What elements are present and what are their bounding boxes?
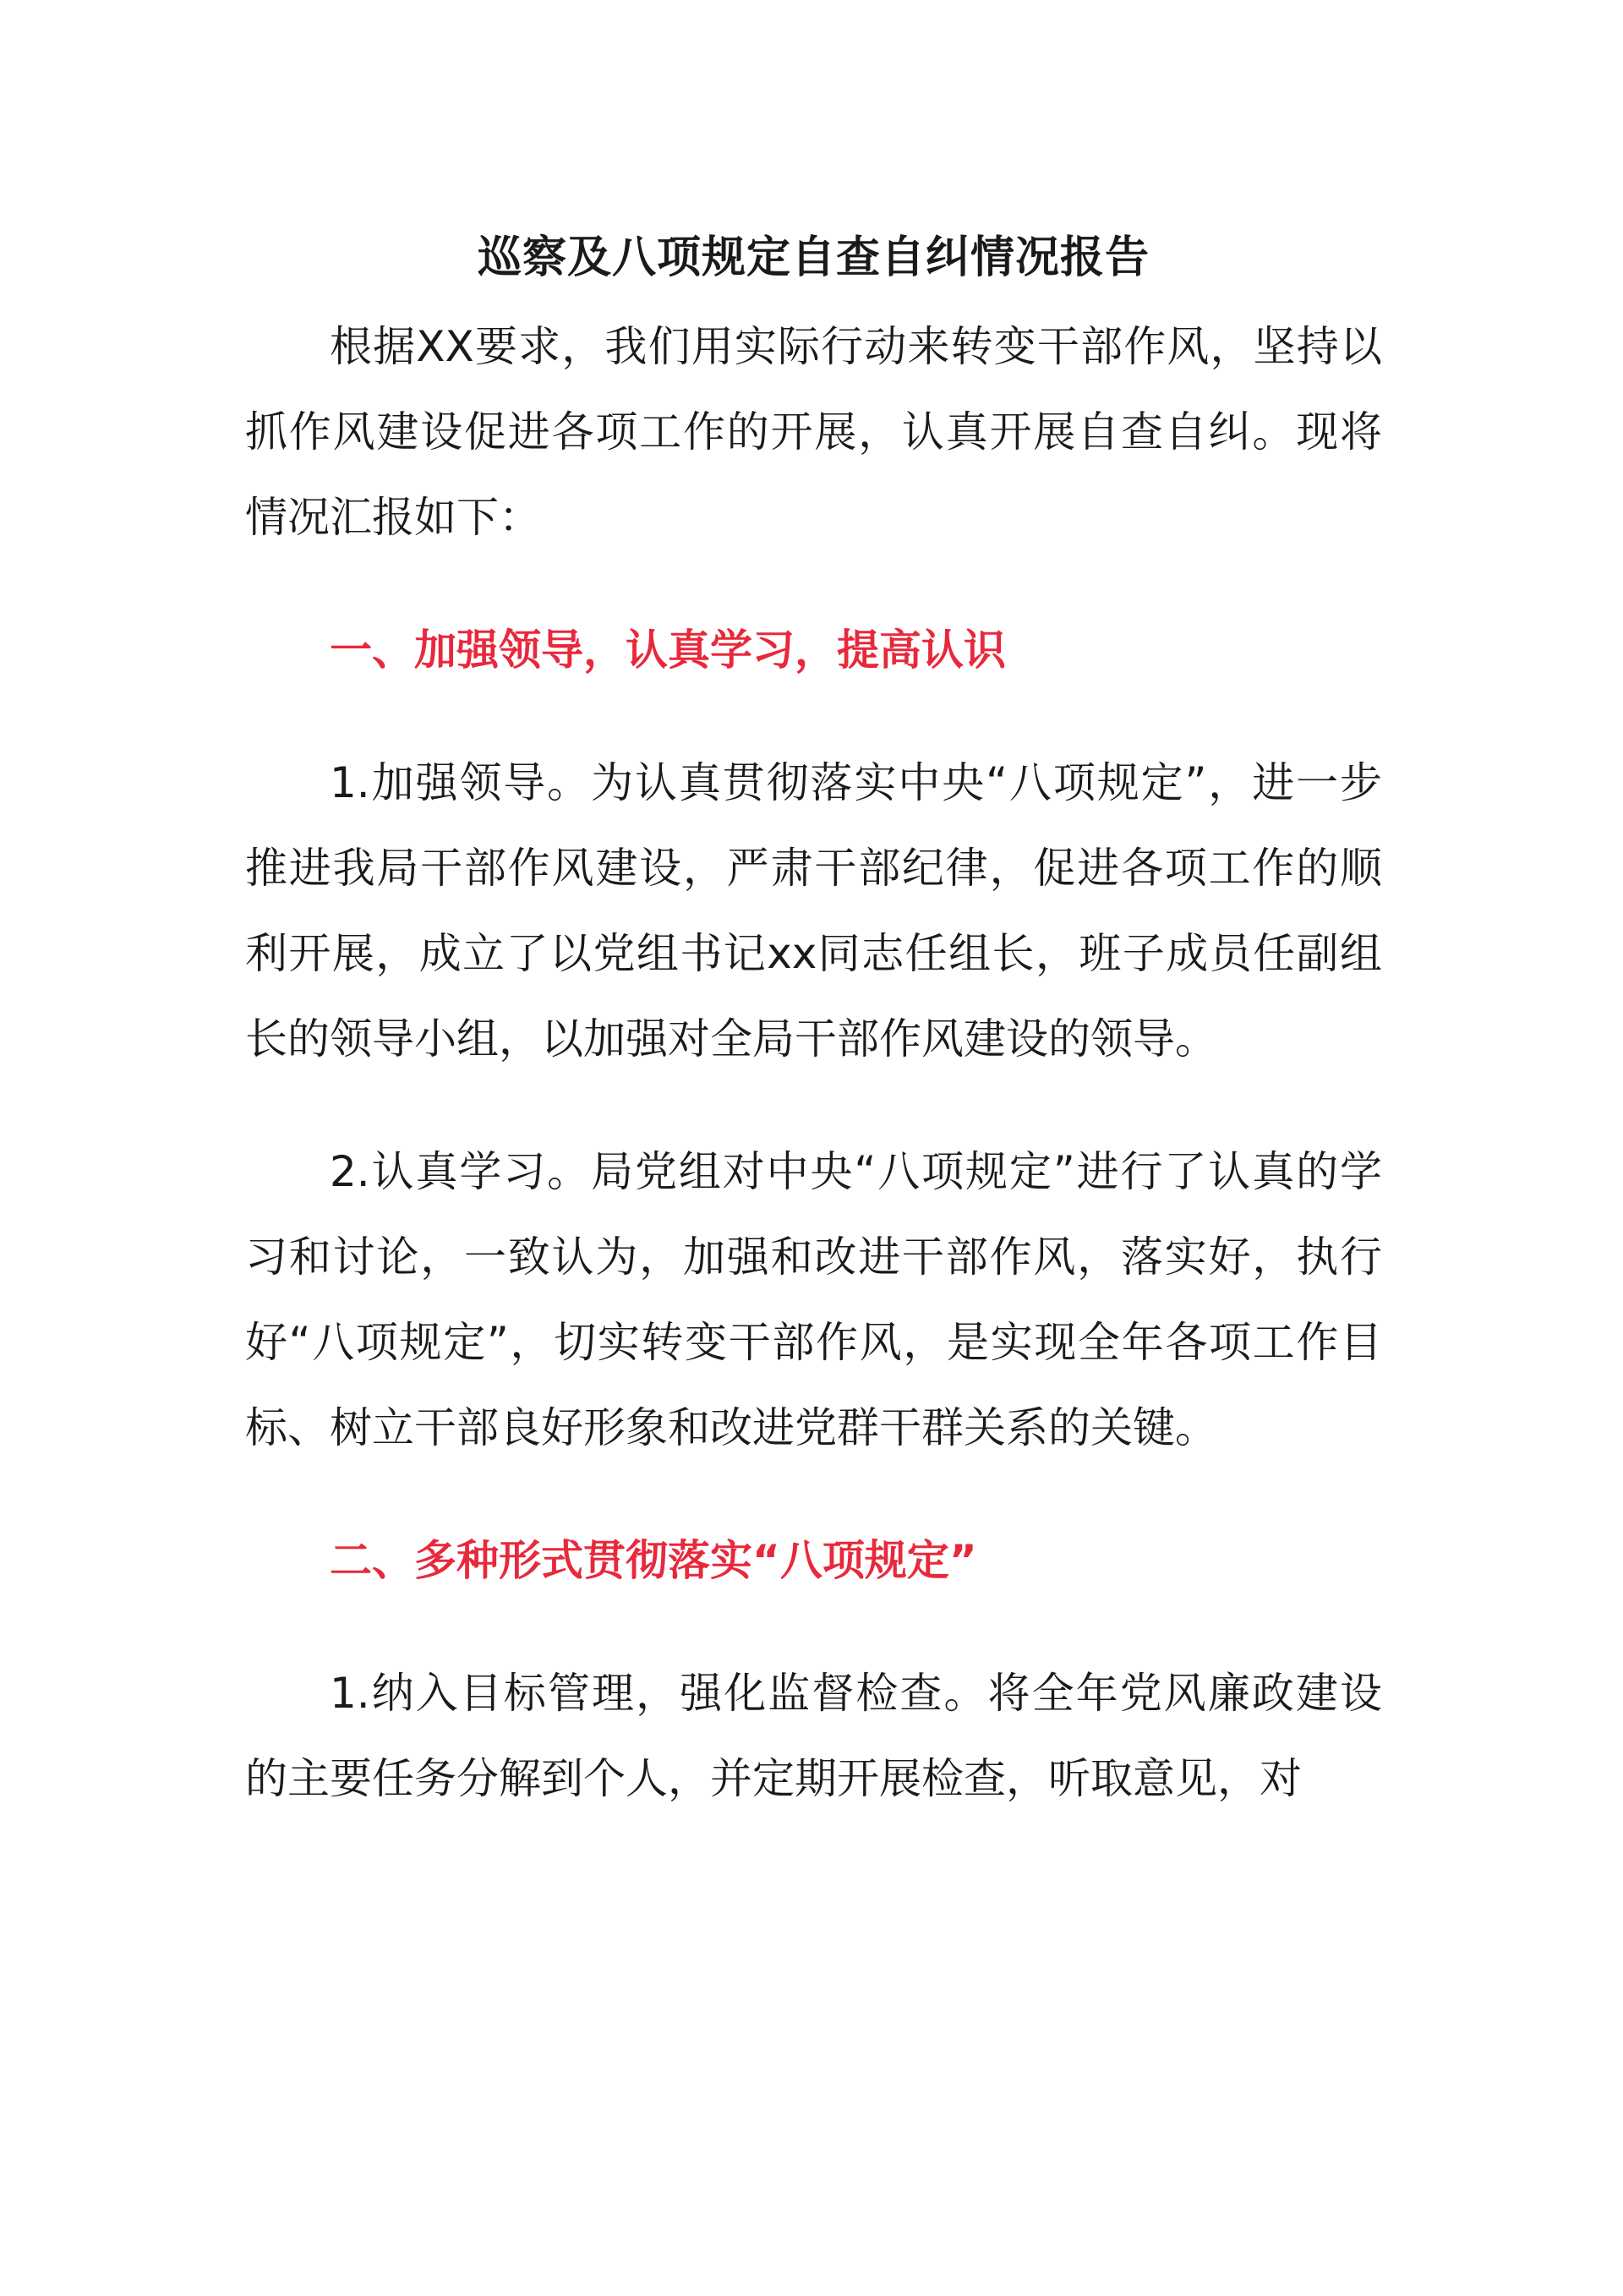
section-1-paragraph-2: 2.认真学习。局党组对中央“八项规定”进行了认真的学习和讨论，一致认为，加强和改进干部作风，落实好，执行好“八项规定”，切实转变干部作风，是实现全年各项工作目标、树立干部良好形象和改进党群干群关系的关键。 bbox=[245, 1147, 1382, 1452]
section-heading-2: 二、多种形式贯彻落实“八项规定” bbox=[330, 1536, 977, 1585]
document-title: 巡察及八项规定自查自纠情况报告 bbox=[477, 232, 1150, 283]
paragraph-spacer bbox=[245, 1082, 1382, 1129]
section-1-paragraph-1: 1.加强领导。为认真贯彻落实中央“八项规定”，进一步推进我局干部作风建设，严肃干部纪律，促进各项工作的顺利开展，成立了以党组书记xx同志任组长，班子成员任副组长的领导小组，以加强对全局干部作风建设的领导。 bbox=[245, 758, 1382, 1063]
section-2-paragraph-1: 1.纳入目标管理，强化监督检查。将全年党风廉政建设的主要任务分解到个人，并定期开展检查，听取意见，对 bbox=[245, 1669, 1382, 1803]
section-heading-1: 一、加强领导，认真学习，提高认识 bbox=[330, 626, 1006, 675]
document-body bbox=[245, 220, 1382, 1822]
intro-paragraph: 根据XX要求，我们用实际行动来转变干部作风，坚持以抓作风建设促进各项工作的开展，认真开展自查自纠。现将情况汇报如下： bbox=[245, 322, 1382, 542]
